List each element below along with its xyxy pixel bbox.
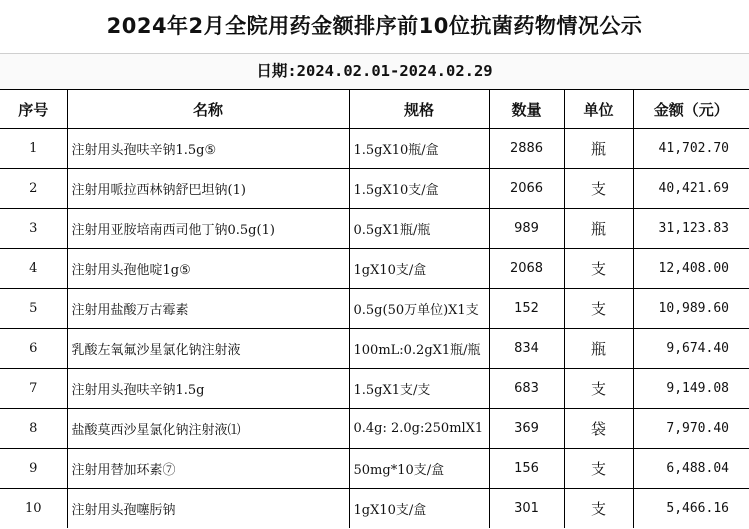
cell-unit: 支 [564,289,633,329]
cell-quantity: 152 [489,289,564,329]
cell-spec: 0.5g(50万单位)X1支 [349,289,489,329]
cell-unit: 支 [564,489,633,529]
cell-spec: 1gX10支/盒 [349,489,489,529]
cell-quantity: 369 [489,409,564,449]
cell-index: 1 [0,129,67,169]
cell-name: 注射用哌拉西林钠舒巴坦钠(1) [67,169,349,209]
cell-spec: 1gX10支/盒 [349,249,489,289]
table-row [0,169,749,209]
table-row [0,209,749,249]
cell-unit: 瓶 [564,129,633,169]
table-row [0,329,749,369]
cell-index: 4 [0,249,67,289]
cell-name: 盐酸莫西沙星氯化钠注射液⑴ [67,409,349,449]
cell-index: 5 [0,289,67,329]
report-title: 2024年2月全院用药金额排序前10位抗菌药物情况公示 [0,0,749,54]
cell-index: 2 [0,169,67,209]
cell-name: 注射用头孢他啶1g⑤ [67,249,349,289]
cell-unit: 瓶 [564,209,633,249]
table-row [0,289,749,329]
date-range: 日期:2024.02.01-2024.02.29 [0,54,749,90]
cell-quantity: 834 [489,329,564,369]
cell-index: 8 [0,409,67,449]
column-header-quantity: 数量 [489,90,564,129]
cell-unit: 瓶 [564,329,633,369]
cell-amount: 6,488.04 [633,449,749,489]
cell-name: 注射用头孢呋辛钠1.5g⑤ [67,129,349,169]
table-row [0,129,749,169]
cell-amount: 5,466.16 [633,489,749,529]
table-row [0,449,749,489]
cell-spec: 1.5gX10支/盒 [349,169,489,209]
cell-quantity: 989 [489,209,564,249]
cell-unit: 支 [564,169,633,209]
cell-spec: 50mg*10支/盒 [349,449,489,489]
cell-quantity: 2068 [489,249,564,289]
cell-amount: 9,149.08 [633,369,749,409]
cell-quantity: 156 [489,449,564,489]
cell-amount: 41,702.70 [633,129,749,169]
cell-index: 3 [0,209,67,249]
column-header-amount: 金额（元） [633,90,749,129]
table-row [0,369,749,409]
cell-spec: 0.5gX1瓶/瓶 [349,209,489,249]
table-row [0,409,749,449]
cell-index: 7 [0,369,67,409]
cell-unit: 支 [564,449,633,489]
cell-amount: 7,970.40 [633,409,749,449]
cell-name: 注射用亚胺培南西司他丁钠0.5g(1) [67,209,349,249]
column-header-index: 序号 [0,90,67,129]
cell-unit: 支 [564,369,633,409]
table-row [0,249,749,289]
column-header-spec: 规格 [349,90,489,129]
column-header-name: 名称 [67,90,349,129]
cell-spec: 100mL:0.2gX1瓶/瓶 [349,329,489,369]
cell-name: 注射用盐酸万古霉素 [67,289,349,329]
cell-amount: 12,408.00 [633,249,749,289]
cell-name: 注射用头孢呋辛钠1.5g [67,369,349,409]
table-header-row [0,90,749,129]
cell-spec: 1.5gX1支/支 [349,369,489,409]
cell-amount: 40,421.69 [633,169,749,209]
cell-unit: 支 [564,249,633,289]
cell-quantity: 301 [489,489,564,529]
cell-name: 注射用替加环素⑦ [67,449,349,489]
cell-amount: 10,989.60 [633,289,749,329]
cell-unit: 袋 [564,409,633,449]
cell-amount: 9,674.40 [633,329,749,369]
cell-name: 注射用头孢噻肟钠 [67,489,349,529]
cell-spec: 1.5gX10瓶/盒 [349,129,489,169]
cell-quantity: 2066 [489,169,564,209]
cell-amount: 31,123.83 [633,209,749,249]
cell-index: 6 [0,329,67,369]
column-header-unit: 单位 [564,90,633,129]
cell-quantity: 2886 [489,129,564,169]
cell-name: 乳酸左氧氟沙星氯化钠注射液 [67,329,349,369]
table-row [0,489,749,529]
cell-spec: 0.4g: 2.0g:250mlX1 [349,409,489,449]
cell-index: 10 [0,489,67,529]
antibiotics-table [0,89,749,528]
cell-quantity: 683 [489,369,564,409]
cell-index: 9 [0,449,67,489]
